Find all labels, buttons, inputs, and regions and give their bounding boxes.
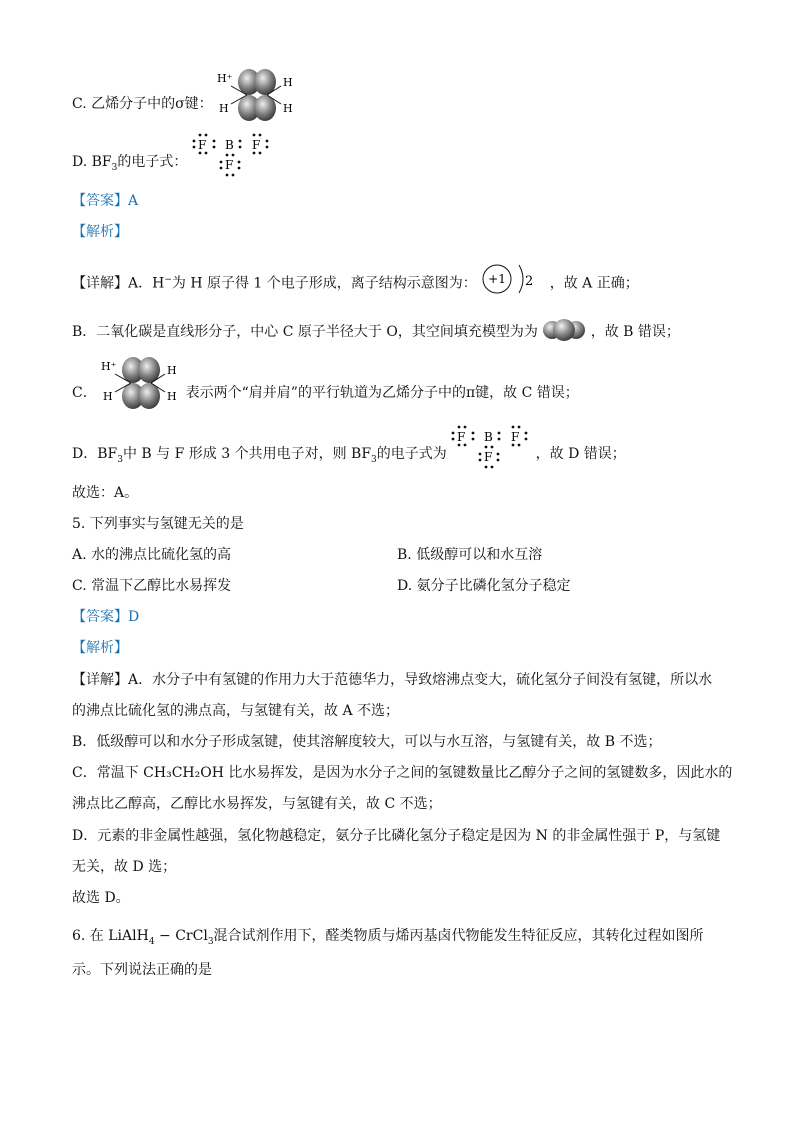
atom-h-4: H [283,102,293,115]
q6-sub-1: 4 [148,936,155,947]
detail-d-sub-2: 3 [371,454,377,465]
detail-c-prefix: C． [72,385,97,401]
b2-center: B [484,430,494,444]
pi-atom-h-4: H [167,390,177,403]
ethylene-sigma-figure [217,66,297,124]
detail-c-line [72,360,579,412]
q6-line-2: 示。下列说法正确的是 [72,962,212,978]
detail-c-text: 表示两个“肩并肩”的平行轨道为乙烯分子中的π键，故 C 错误； [185,385,579,401]
detail-d-text-2: 中 B 与 F 形成 3 个共用电子对，则 BF [122,446,372,462]
f2-left: F [457,430,466,444]
ethylene-pi-figure [101,354,181,412]
nucleus-charge: +1 [488,271,507,286]
detail-d-sub-1: 3 [117,454,123,465]
detail-a-line [72,270,639,297]
answer-label-q5: 【答案】D [72,609,140,625]
q6-line-1 [72,926,704,952]
detail-d-text-4: ，故 D 错误； [535,446,626,462]
detail-b-text-1: B．二氧化碳是直线形分子，中心 C 原子半径大于 O，其空间填充模型为为 [72,324,538,340]
f2-right: F [511,430,520,444]
detail-a-text-3: ，故 A 正确； [549,275,639,292]
detail-a-text-2: 为 H 原子得 1 个电子形成，离子结构示意图为： [171,275,477,292]
q6-sub-2: 3 [207,936,214,947]
answer-label: 【答案】A [72,193,139,209]
q6-text-1: 6. 在 LiAlH [72,928,149,944]
q5-detail-a-2: 的沸点比硫化氢的沸点高，与氢键有关，故 A 不选； [72,703,400,719]
bf3-electron-formula [192,131,272,179]
shell-electrons: 2 [525,273,534,289]
option-c-text: C. 乙烯分子中的σ键： [72,96,213,112]
option-d-line [72,138,272,179]
atom-h-1: H⁺ [217,72,233,85]
q6-text-3: 混合试剂作用下，醛类物质与烯丙基卤代物能发生特征反应，其转化过程如图所 [213,928,704,944]
option-d-sub: 3 [111,162,118,173]
detail-d-line [72,430,626,471]
option-d-text-2: 的电子式： [117,154,188,170]
detail-b-line [72,322,680,342]
pi-atom-h-1: H⁺ [101,360,117,373]
q6-text-2: − CrCl [154,928,208,944]
detail-a-sup: − [164,275,172,285]
analysis-label: 【解析】 [72,224,128,240]
f2-bottom: F [484,450,493,464]
pi-atom-h-3: H [167,364,177,377]
q5-detail-d-1: D．元素的非金属性越强，氢化物越稳定，氨分子比磷化氢分子稳定是因为 N 的非金属性强于 P，与氢键 [72,828,721,844]
analysis-label-q5: 【解析】 [72,640,128,656]
choose-d: 故选 D。 [72,890,130,906]
co2-space-filling-model [542,318,586,342]
choose-a: 故选：A。 [72,485,139,501]
pi-atom-h-2: H [103,390,113,403]
q5-option-a: A. 水的沸点比硫化氢的高 [72,547,232,563]
detail-d-text-3: 的电子式为 [376,446,447,462]
f-bottom: F [224,158,234,172]
ion-structure-diagram [481,261,545,297]
q5-title: 5. 下列事实与氢键无关的是 [72,516,244,532]
bf3-electron-formula-2 [451,423,531,471]
q5-option-d: D. 氨分子比磷化氢分子稳定 [397,578,571,594]
q5-detail-d-2: 无关，故 D 选； [72,859,177,875]
option-d-text-1: D. BF [72,154,112,170]
q5-detail-c-1: C．常温下 CH₃CH₂OH 比水易挥发，是因为水分子之间的氢键数量比乙醇分子之间的氢键数多，因此水的 [72,765,733,781]
q5-option-c: C. 常温下乙醇比水易挥发 [72,578,232,594]
atom-h-3: H [283,76,293,89]
detail-d-text-1: D．BF [72,446,118,462]
q5-detail-b: B．低级醇可以和水分子形成氢键，使其溶解度较大，可以与水互溶，与氢键有关，故 B 不选； [72,734,662,750]
f-right: F [251,138,261,152]
q5-detail-c-2: 沸点比乙醇高，乙醇比水易挥发，与氢键有关，故 C 不选； [72,796,442,812]
detail-b-text-2: ，故 B 错误； [590,324,680,340]
b-center: B [224,138,234,152]
detail-a-text-1: 【详解】A．H [72,275,165,292]
q5-detail-a-1: 【详解】A．水分子中有氢键的作用力大于范德华力，导致熔沸点变大，硫化氢分子间没有氢键，所以水 [72,672,713,688]
option-c-line [72,72,297,124]
f-left: F [197,138,207,152]
q5-option-b: B. 低级醇可以和水互溶 [397,547,543,563]
atom-h-2: H [219,102,229,115]
